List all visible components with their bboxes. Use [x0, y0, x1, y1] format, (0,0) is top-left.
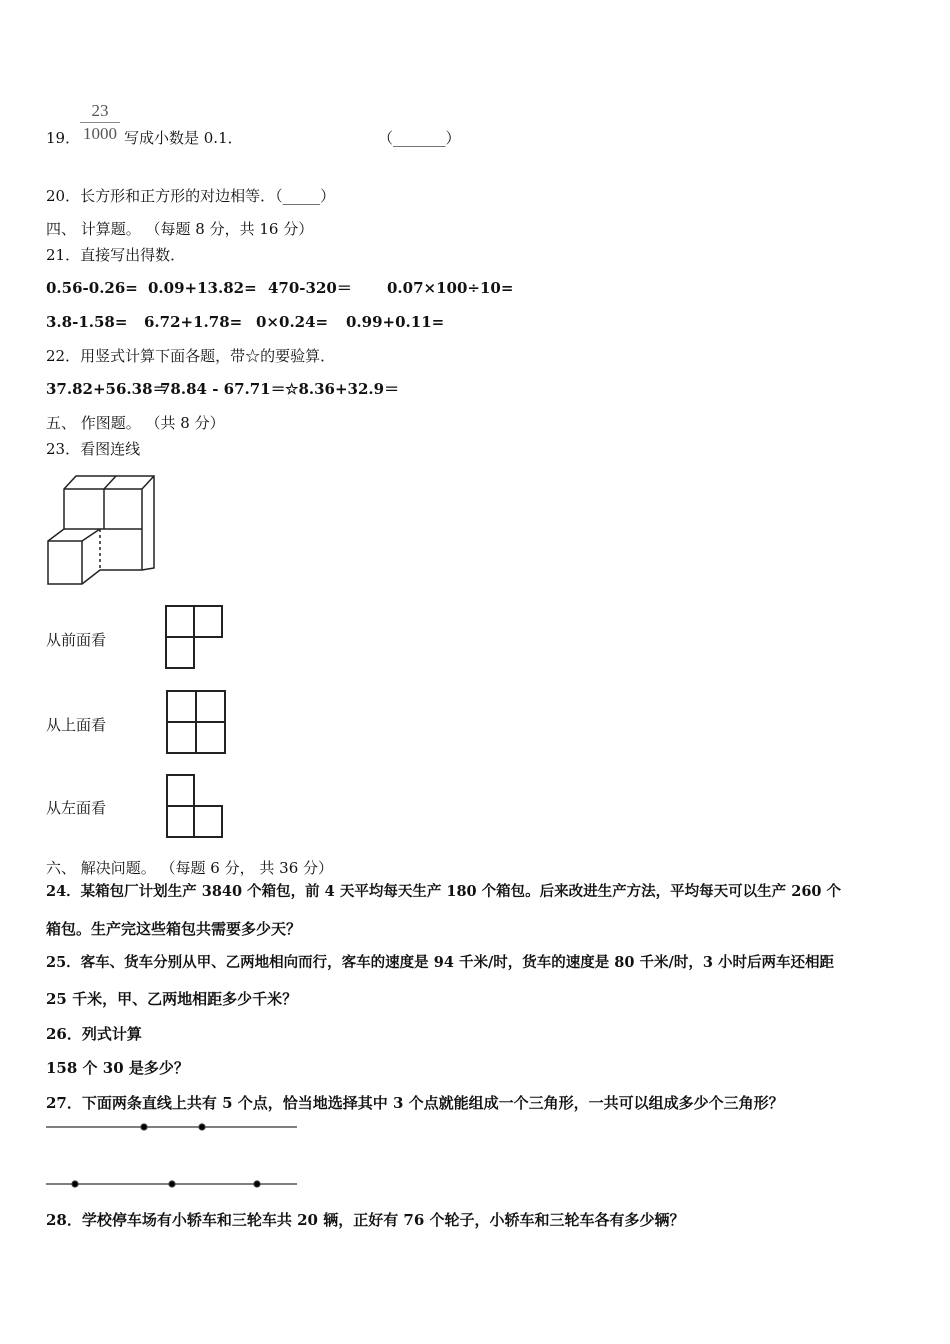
- q21-item: 0.09+13.82=: [148, 279, 257, 297]
- q22-item: 37.82+56.38＝: [46, 380, 168, 398]
- point-lines: [46, 1124, 297, 1187]
- view-label-top: 从上面看: [46, 716, 107, 734]
- q22-item: 78.84 - 67.71＝: [160, 380, 286, 398]
- q21-item: 0.07×100÷10=: [387, 279, 514, 297]
- cube-solid-figure: [48, 476, 154, 584]
- q27-text: 27．下面两条直线上共有 5 个点，恰当地选择其中 3 个点就能组成一个三角形，一共可以组成多少个三角形？: [46, 1094, 784, 1112]
- q19-text: 写成小数是 0.1．: [124, 129, 243, 147]
- section5-heading: 五、 作图题。 （共 8 分）: [46, 414, 225, 432]
- section4-heading: 四、 计算题。 （每题 8 分，共 16 分）: [46, 220, 314, 238]
- q19-number: 19．: [46, 129, 81, 147]
- q20-text: 20．长方形和正方形的对边相等．（_____）: [46, 187, 336, 205]
- q21-item: 6.72+1.78=: [144, 313, 243, 331]
- q21-title: 21．直接写出得数．: [46, 246, 186, 264]
- q21-item: 0.56-0.26=: [46, 279, 138, 297]
- q26-text: 158 个 30 是多少？: [46, 1059, 189, 1077]
- q25-line1: 25．客车、货车分别从甲、乙两地相向而行，客车的速度是 94 千米/时，货车的速度是 80 千米/时，3 小时后两车还相距: [46, 954, 834, 971]
- view-label-front: 从前面看: [46, 631, 107, 649]
- q26-title: 26．列式计算: [46, 1025, 142, 1043]
- q21-item: 470-320＝: [268, 279, 352, 297]
- fraction-numerator: 23: [80, 100, 120, 123]
- q19-answer-blank[interactable]: （_______）: [378, 129, 461, 147]
- q21-item: 0.99+0.11=: [346, 313, 445, 331]
- view-label-left: 从左面看: [46, 799, 107, 817]
- q25-line2: 25 千米，甲、乙两地相距多少千米？: [46, 990, 298, 1008]
- front-view-figure: [166, 606, 222, 668]
- q21-item: 3.8-1.58=: [46, 313, 128, 331]
- q24-line2: 箱包。生产完这些箱包共需要多少天？: [46, 920, 302, 938]
- q22-title: 22．用竖式计算下面各题，带☆的要验算．: [46, 347, 336, 365]
- fraction-denominator: 1000: [83, 124, 117, 143]
- q28-text: 28．学校停车场有小轿车和三轮车共 20 辆，正好有 76 个轮子，小轿车和三轮车各有多少辆？: [46, 1211, 685, 1229]
- section6-heading: 六、 解决问题。 （每题 6 分， 共 36 分）: [46, 859, 334, 877]
- q21-item: 0×0.24=: [256, 313, 329, 331]
- q22-item: ☆8.36+32.9＝: [285, 380, 400, 398]
- left-view-figure: [167, 775, 222, 837]
- q24-line1: 24．某箱包厂计划生产 3840 个箱包，前 4 天平均每天生产 180 个箱包。后来改进生产方法，平均每天可以生产 260 个: [46, 883, 842, 900]
- q23-title: 23．看图连线: [46, 440, 141, 458]
- top-view-figure: [167, 691, 225, 753]
